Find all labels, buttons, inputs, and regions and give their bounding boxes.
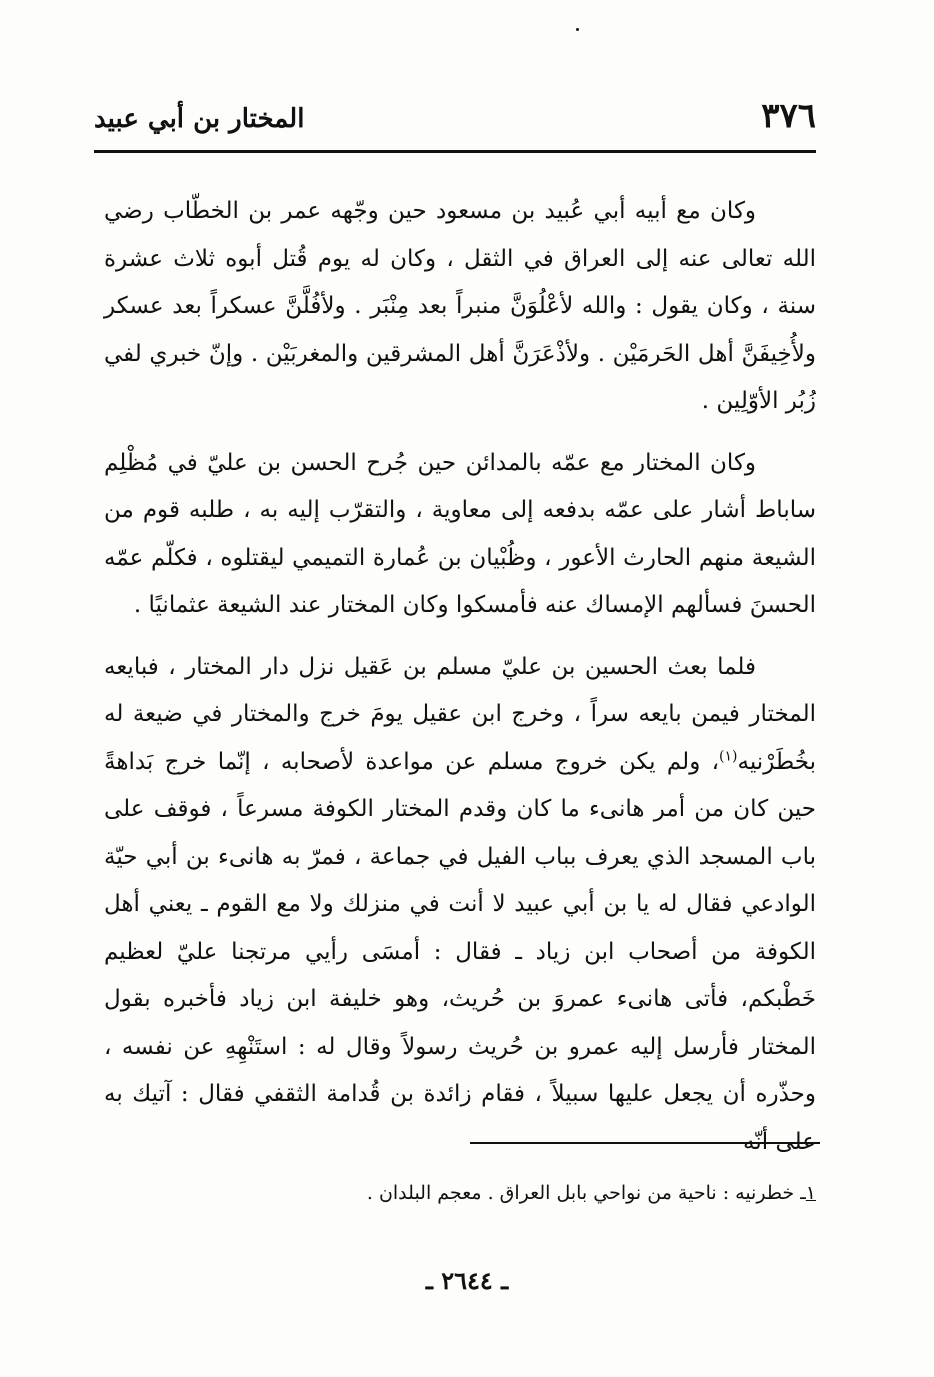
paragraph-1: وكان مع أبيه أبي عُبيد بن مسعود حين وجّهه عمر بن الخطّاب رضي الله تعالى عنه إلى العراق في الثقل ، وكان له يوم قُتل أبوه ثلاث عشرة سنة ، وكان يقول : والله لأعْلُوَنَّ منبراً بعد مِنْبَر . ولأفُلَّنَّ عسكراً بعد عسكر ولأُخِيفَنَّ أهل الحَرمَيْن . ولأذْعَرَنَّ أهل المشرقين والمغربَيْن . وإنّ خبري لفي زُبُر الأوّلِين . [104, 198, 816, 414]
running-title: المختار بن أبي عبيد [94, 104, 305, 134]
paragraph-3 [104, 644, 816, 1167]
paragraph-2: وكان المختار مع عمّه بالمدائن حين جُرح الحسن بن عليّ في مُظْلِم ساباط أشار على عمّه بدفعه إلى معاوية ، والتقرّب إليه به ، طلبه قوم من الشيعة منهم الحارث الأعور ، وظُبْيان بن عُمارة التميمي ليقتلوه ، فكلّم عمّه الحسنَ فسألهم الإمساك عنه فأمسكوا وكان المختار عند الشيعة عثمانيًا . [104, 449, 816, 618]
paragraph-3-after-note: ، ولم يكن خروج مسلم عن مواعدة لأصحابه ، إنّما خرج بَداهةً حين كان من أمر هانىء ما كان وقدم المختار الكوفة مسرعاً ، فوقف على باب المسجد الذي يعرف بباب الفيل في جماعة ، فمرّ به هانىء بن أبي حيّة الوادعي فقال له يا بن أبي عبيد لا أنت في منزلك ولا مع القوم ـ يعني أهل الكوفة من أصحاب ابن زياد ـ فقال : أمسَى رأيي مرتجنا عليّ لعظيم خَطْبكم، فأتى هانىء عمروَ بن حُريث، وهو خليفة ابن زياد فأخبره بقول المختار فأرسل إليه عمرو بن حُريث رسولاً وقال له : استَنْهِهِ عن نفسه ، وحذّره أن يجعل عليها سبيلاً ، فقام زائدة بن قُدامة الثقفي فقال : آتيك به على أنّه [104, 748, 816, 1155]
running-head [94, 96, 816, 148]
folio-number: ـ ٢٦٤٤ ـ [425, 1266, 509, 1295]
footnote-number: ١ [805, 1182, 816, 1204]
body-text [104, 188, 816, 1180]
paragraph-3-before-note: فلما بعث الحسين بن عليّ مسلم بن عَقيل نزل دار المختار ، فبايعه المختار فيمن بايعه سراً ، وخرج ابن عقيل يومَ خرج والمختار في ضيعة له بخُطَرْنيه [104, 653, 816, 775]
footnote-separator [470, 1142, 820, 1144]
header-dot [576, 28, 579, 31]
footnote-reference[interactable]: (١) [719, 747, 738, 764]
page-number: ٣٧٦ [761, 96, 816, 136]
footnote-text: ـ خطرنيه : ناحية من نواحي بابل العراق . معجم البلدان . [366, 1182, 806, 1204]
footnote [104, 1176, 816, 1210]
header-rule [94, 150, 816, 153]
